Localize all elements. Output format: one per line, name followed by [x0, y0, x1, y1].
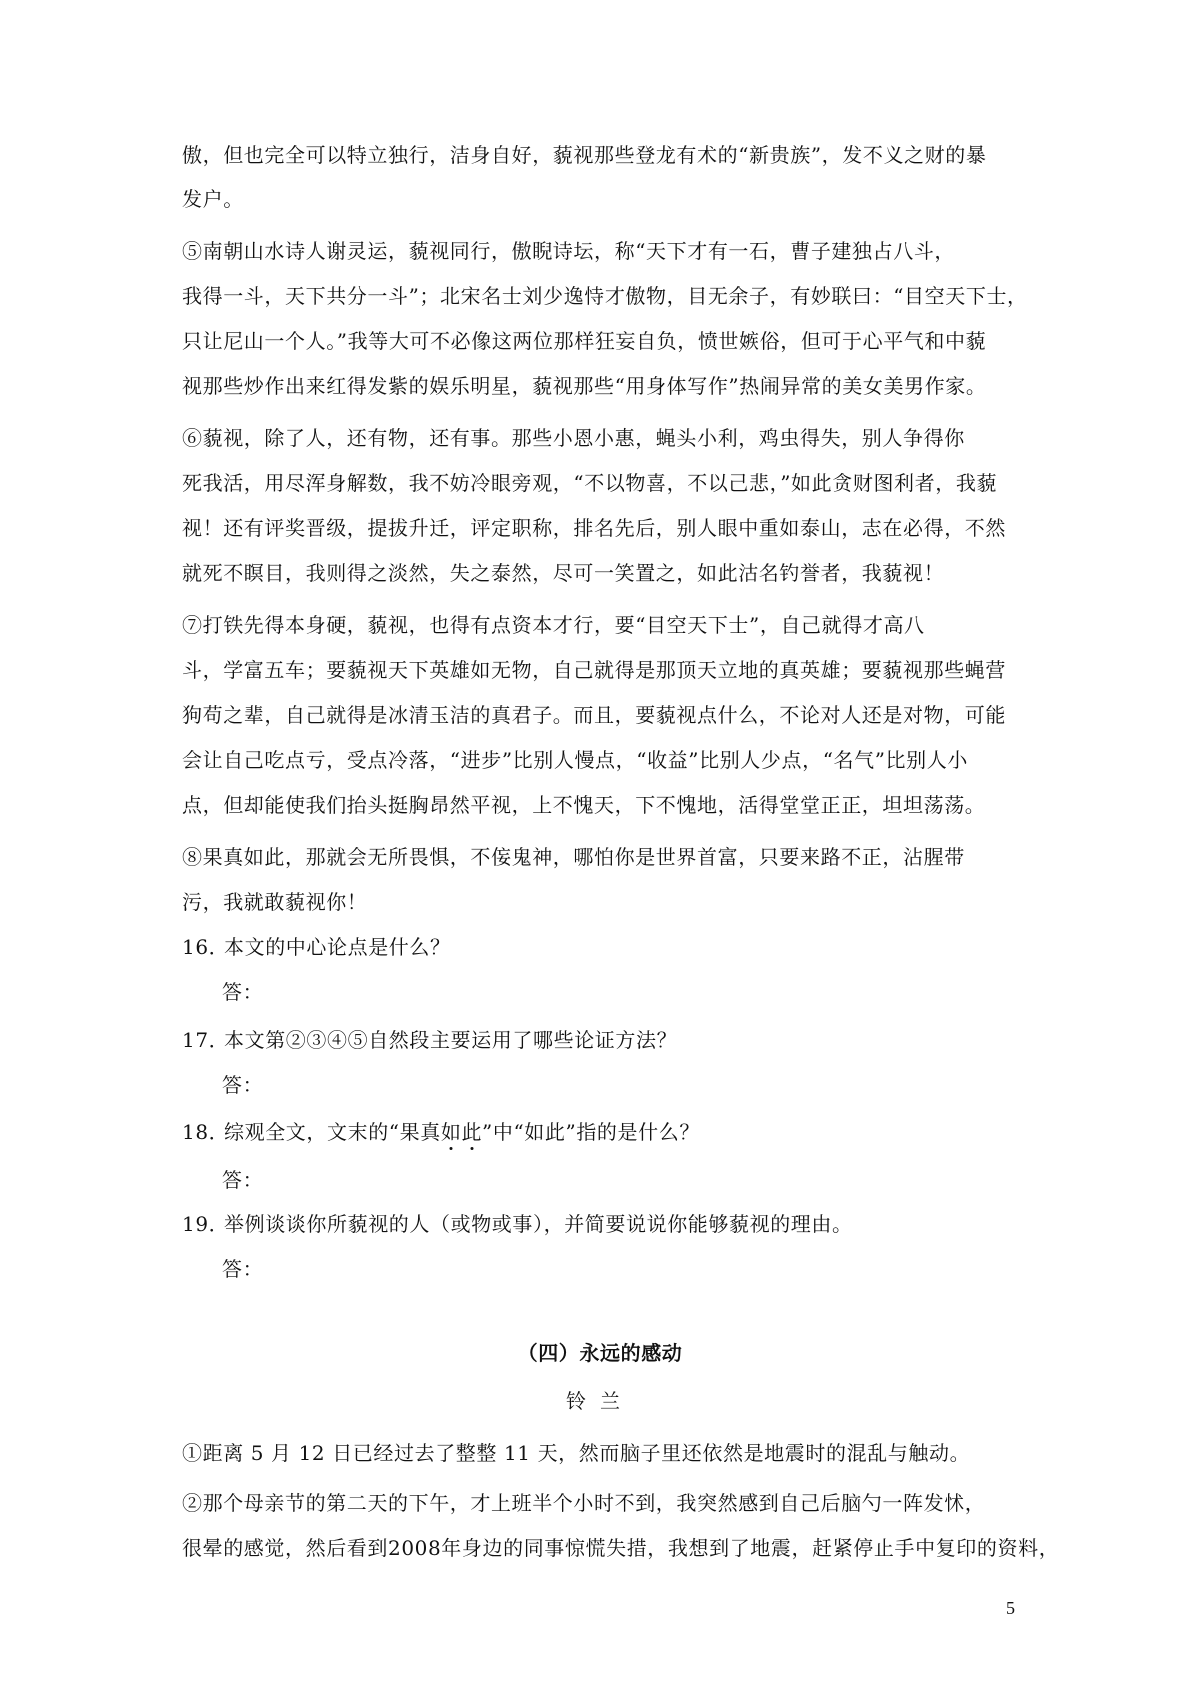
text-line: ⑧果真如此，那就会无所畏惧，不侫鬼神，哪怕你是世界首富，只要来路不正，沾腥带 [182, 845, 965, 869]
text-line: ⑦打铁先得本身硬，藐视，也得有点资本才行，要“目空天下士”，自己就得才高八 [182, 613, 925, 637]
section-title: （四）永远的感动 [517, 1341, 683, 1365]
answer-label: 答： [222, 1168, 264, 1192]
question-17: 17．本文第②③④⑤自然段主要运用了哪些论证方法？ [182, 1028, 678, 1052]
text-line: ②那个母亲节的第二天的下午，才上班半个小时不到，我突然感到自己后脑勺一阵发怵， [182, 1491, 986, 1515]
answer-label: 答： [222, 980, 264, 1004]
text-line: 就死不瞑目，我则得之淡然，失之泰然，尽可一笑置之，如此沽名钓誉者，我藐视！ [182, 561, 945, 585]
text-line: 视！还有评奖晋级，提拔升迁，评定职称，排名先后，别人眼中重如泰山，志在必得，不然 [182, 516, 1006, 540]
text-line: 点，但却能使我们抬头挺胸昂然平视，上不愧天，下不愧地，活得堂堂正正，坦坦荡荡。 [182, 793, 986, 817]
text-line: 傲，但也完全可以特立独行，洁身自好，藐视那些登龙有术的“新贵族”，发不义之财的暴 [182, 143, 987, 167]
text-line: 狗苟之辈，自己就得是冰清玉洁的真君子。而且，要藐视点什么，不论对人还是对物，可能 [182, 703, 1006, 727]
text-line: ⑤南朝山水诗人谢灵运，藐视同行，傲睨诗坛，称“天下才有一石，曹子建独占八斗， [182, 239, 956, 263]
question-16: 16．本文的中心论点是什么？ [182, 935, 451, 959]
text-line: ⑥藐视，除了人，还有物，还有事。那些小恩小惠，蝇头小利，鸡虫得失，别人争得你 [182, 426, 965, 450]
answer-label: 答： [222, 1073, 264, 1097]
article-author: 铃兰 [566, 1389, 634, 1413]
text-line: ①距离 5 月 12 日已经过去了整整 11 天，然而脑子里还依然是地震时的混乱与触动。 [182, 1441, 971, 1465]
text-line: 会让自己吃点亏，受点冷落，“进步”比别人慢点，“收益”比别人少点，“名气”比别人小 [182, 748, 968, 772]
text-line: 斗，学富五车；要藐视天下英雄如无物，自己就得是那顶天立地的真英雄；要藐视那些蝇营 [182, 658, 1006, 682]
text-line: 发户。 [182, 187, 244, 211]
text-line: 很晕的感觉，然后看到2008年身边的同事惊慌失措，我想到了地震，赶紧停止手中复印的资料， [182, 1536, 1060, 1560]
question-18: 18．综观全文，文末的“果真如此”中“如此”指的是什么？ [182, 1120, 700, 1144]
text-line: 我得一斗，天下共分一斗”；北宋名士刘少逸恃才傲物，目无余子，有妙联曰：“目空天下士， [182, 284, 1028, 308]
answer-label: 答： [222, 1257, 264, 1281]
text-line: 死我活，用尽浑身解数，我不妨冷眼旁观，“不以物喜，不以己悲，”如此贪财图利者，我藐 [182, 471, 998, 495]
page-number: 5 [1006, 1598, 1015, 1618]
question-19: 19．举例谈谈你所藐视的人（或物或事），并简要说说你能够藐视的理由。 [182, 1212, 853, 1236]
text-line: 视那些炒作出来红得发紫的娱乐明星，藐视那些“用身体写作”热闹异常的美女美男作家。 [182, 374, 987, 398]
text-line: 只让尼山一个人。”我等大可不必像这两位那样狂妄自负，愤世嫉俗，但可于心平气和中藐 [182, 329, 987, 353]
text-line: 污，我就敢藐视你！ [182, 890, 368, 914]
